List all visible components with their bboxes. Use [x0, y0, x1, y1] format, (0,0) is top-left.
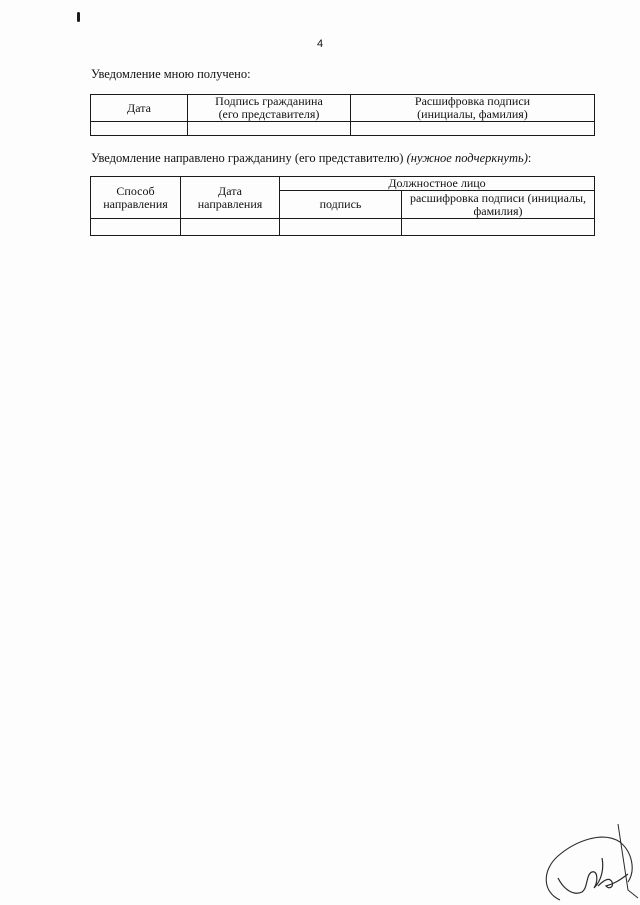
receipt-col-date-label: Дата	[127, 100, 151, 115]
sent-col-method-label: Способ	[116, 183, 155, 198]
sent-col-signature: подпись	[280, 191, 402, 219]
receipt-table-row	[91, 122, 595, 136]
sent-heading	[91, 151, 531, 166]
sent-col-official-group: Должностное лицо	[280, 177, 595, 191]
receipt-cell-decode	[351, 122, 595, 136]
page-number: 4	[316, 38, 324, 50]
receipt-col-signature-label: Подпись гражданина	[215, 94, 323, 108]
receipt-cell-date	[91, 122, 188, 136]
sent-col-decode-sub: фамилия)	[473, 203, 523, 218]
sent-cell-signature	[280, 219, 402, 236]
signature-tail-stroke	[598, 874, 628, 888]
sent-heading-main: Уведомление направлено гражданину (его представителю)	[91, 151, 407, 165]
receipt-cell-signature	[188, 122, 351, 136]
handwritten-signature	[540, 820, 640, 905]
sent-table	[90, 176, 595, 236]
scan-artifact	[77, 12, 80, 22]
sent-table-row	[91, 219, 595, 236]
receipt-col-date	[91, 95, 188, 122]
sent-col-method	[91, 177, 181, 219]
sent-cell-date	[181, 219, 280, 236]
signature-long-stroke	[618, 824, 638, 898]
sent-col-decode-label: расшифровка подписи (инициалы,	[409, 190, 587, 205]
sent-heading-note: (нужное подчеркнуть)	[406, 151, 528, 165]
sent-col-decode	[402, 191, 595, 219]
sent-col-date-sub: направления	[197, 196, 263, 211]
receipt-col-signature	[188, 95, 351, 122]
signature-loop-stroke	[546, 837, 632, 900]
sent-cell-decode	[402, 219, 595, 236]
receipt-col-decode-label: Расшифровка подписи	[414, 94, 531, 108]
sent-heading-colon: :	[527, 151, 532, 165]
receipt-col-decode	[351, 95, 595, 122]
sent-cell-method	[91, 219, 181, 236]
receipt-col-signature-sub: (его представителя)	[218, 107, 320, 121]
receipt-col-decode-sub: (инициалы, фамилия)	[417, 107, 528, 121]
sent-col-method-sub: направления	[103, 196, 168, 211]
signature-letter-stroke	[558, 858, 603, 893]
receipt-table	[90, 94, 595, 136]
receipt-heading: Уведомление мною получено:	[91, 67, 251, 81]
sent-col-date	[181, 177, 280, 219]
sent-table-header-top	[91, 177, 595, 191]
receipt-table-header	[91, 95, 595, 122]
sent-col-date-label: Дата	[218, 183, 242, 198]
